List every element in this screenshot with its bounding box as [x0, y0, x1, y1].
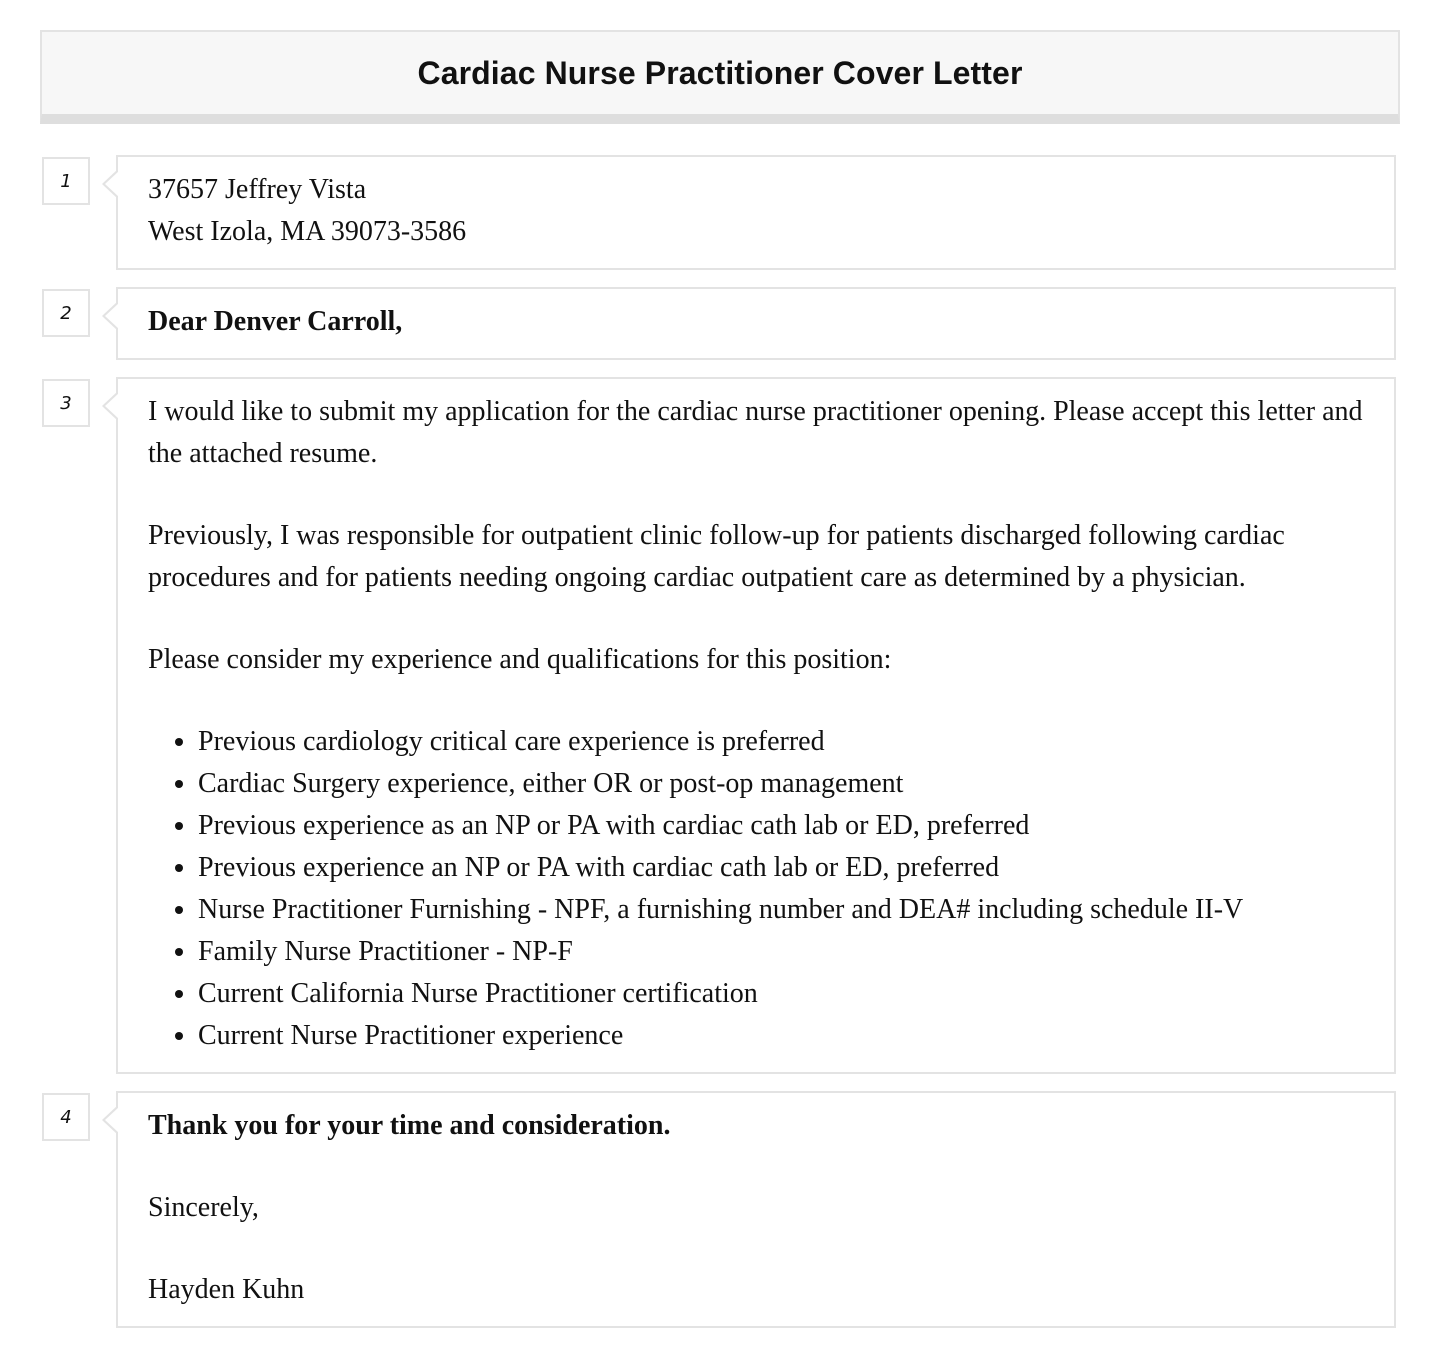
list-item: • Nurse Practitioner Furnishing - NPF, a furnishing number and DEA# including schedule II-V: [198, 889, 1364, 931]
address-line-1: 37657 Jeffrey Vista: [148, 174, 367, 205]
sign-off: Sincerely,: [148, 1192, 259, 1223]
closing-box: [116, 1091, 1396, 1328]
intro-paragraph: I would like to submit my application for the cardiac nurse practitioner opening. Please accept this letter and the attached resume.: [148, 396, 1363, 469]
list-item: • Previous experience as an NP or PA with cardiac cath lab or ED, preferred: [198, 805, 1364, 847]
experience-paragraph: Previously, I was responsible for outpatient clinic follow-up for patients discharged following cardiac procedures and for patients needing ongoing cardiac outpatient care as determined by a physician.: [148, 520, 1285, 593]
page-title: Cardiac Nurse Practitioner Cover Letter: [417, 54, 1023, 91]
address-box: [116, 155, 1396, 270]
document-header: [40, 30, 1400, 124]
section-number: 1: [42, 157, 90, 205]
list-item: • Family Nurse Practitioner - NP-F: [198, 931, 1364, 973]
body-box: [116, 377, 1396, 1074]
signature: Hayden Kuhn: [148, 1274, 305, 1305]
qualifications-intro: Please consider my experience and qualifications for this position:: [148, 644, 892, 675]
qualifications-list: [148, 721, 1364, 1057]
list-item: • Current California Nurse Practitioner certification: [198, 973, 1364, 1015]
section-number: 4: [42, 1093, 90, 1141]
salutation-box: [116, 287, 1396, 360]
address-line-2: West Izola, MA 39073-3586: [148, 216, 467, 247]
list-item: • Previous cardiology critical care experience is preferred: [198, 721, 1364, 763]
list-item: • Previous experience an NP or PA with cardiac cath lab or ED, preferred: [198, 847, 1364, 889]
list-item: • Cardiac Surgery experience, either OR or post-op management: [198, 763, 1364, 805]
section-number: 2: [42, 289, 90, 337]
closing-thanks: Thank you for your time and consideration.: [148, 1110, 671, 1141]
list-item: • Current Nurse Practitioner experience: [198, 1015, 1364, 1057]
section-number: 3: [42, 379, 90, 427]
salutation: Dear Denver Carroll,: [148, 306, 403, 337]
